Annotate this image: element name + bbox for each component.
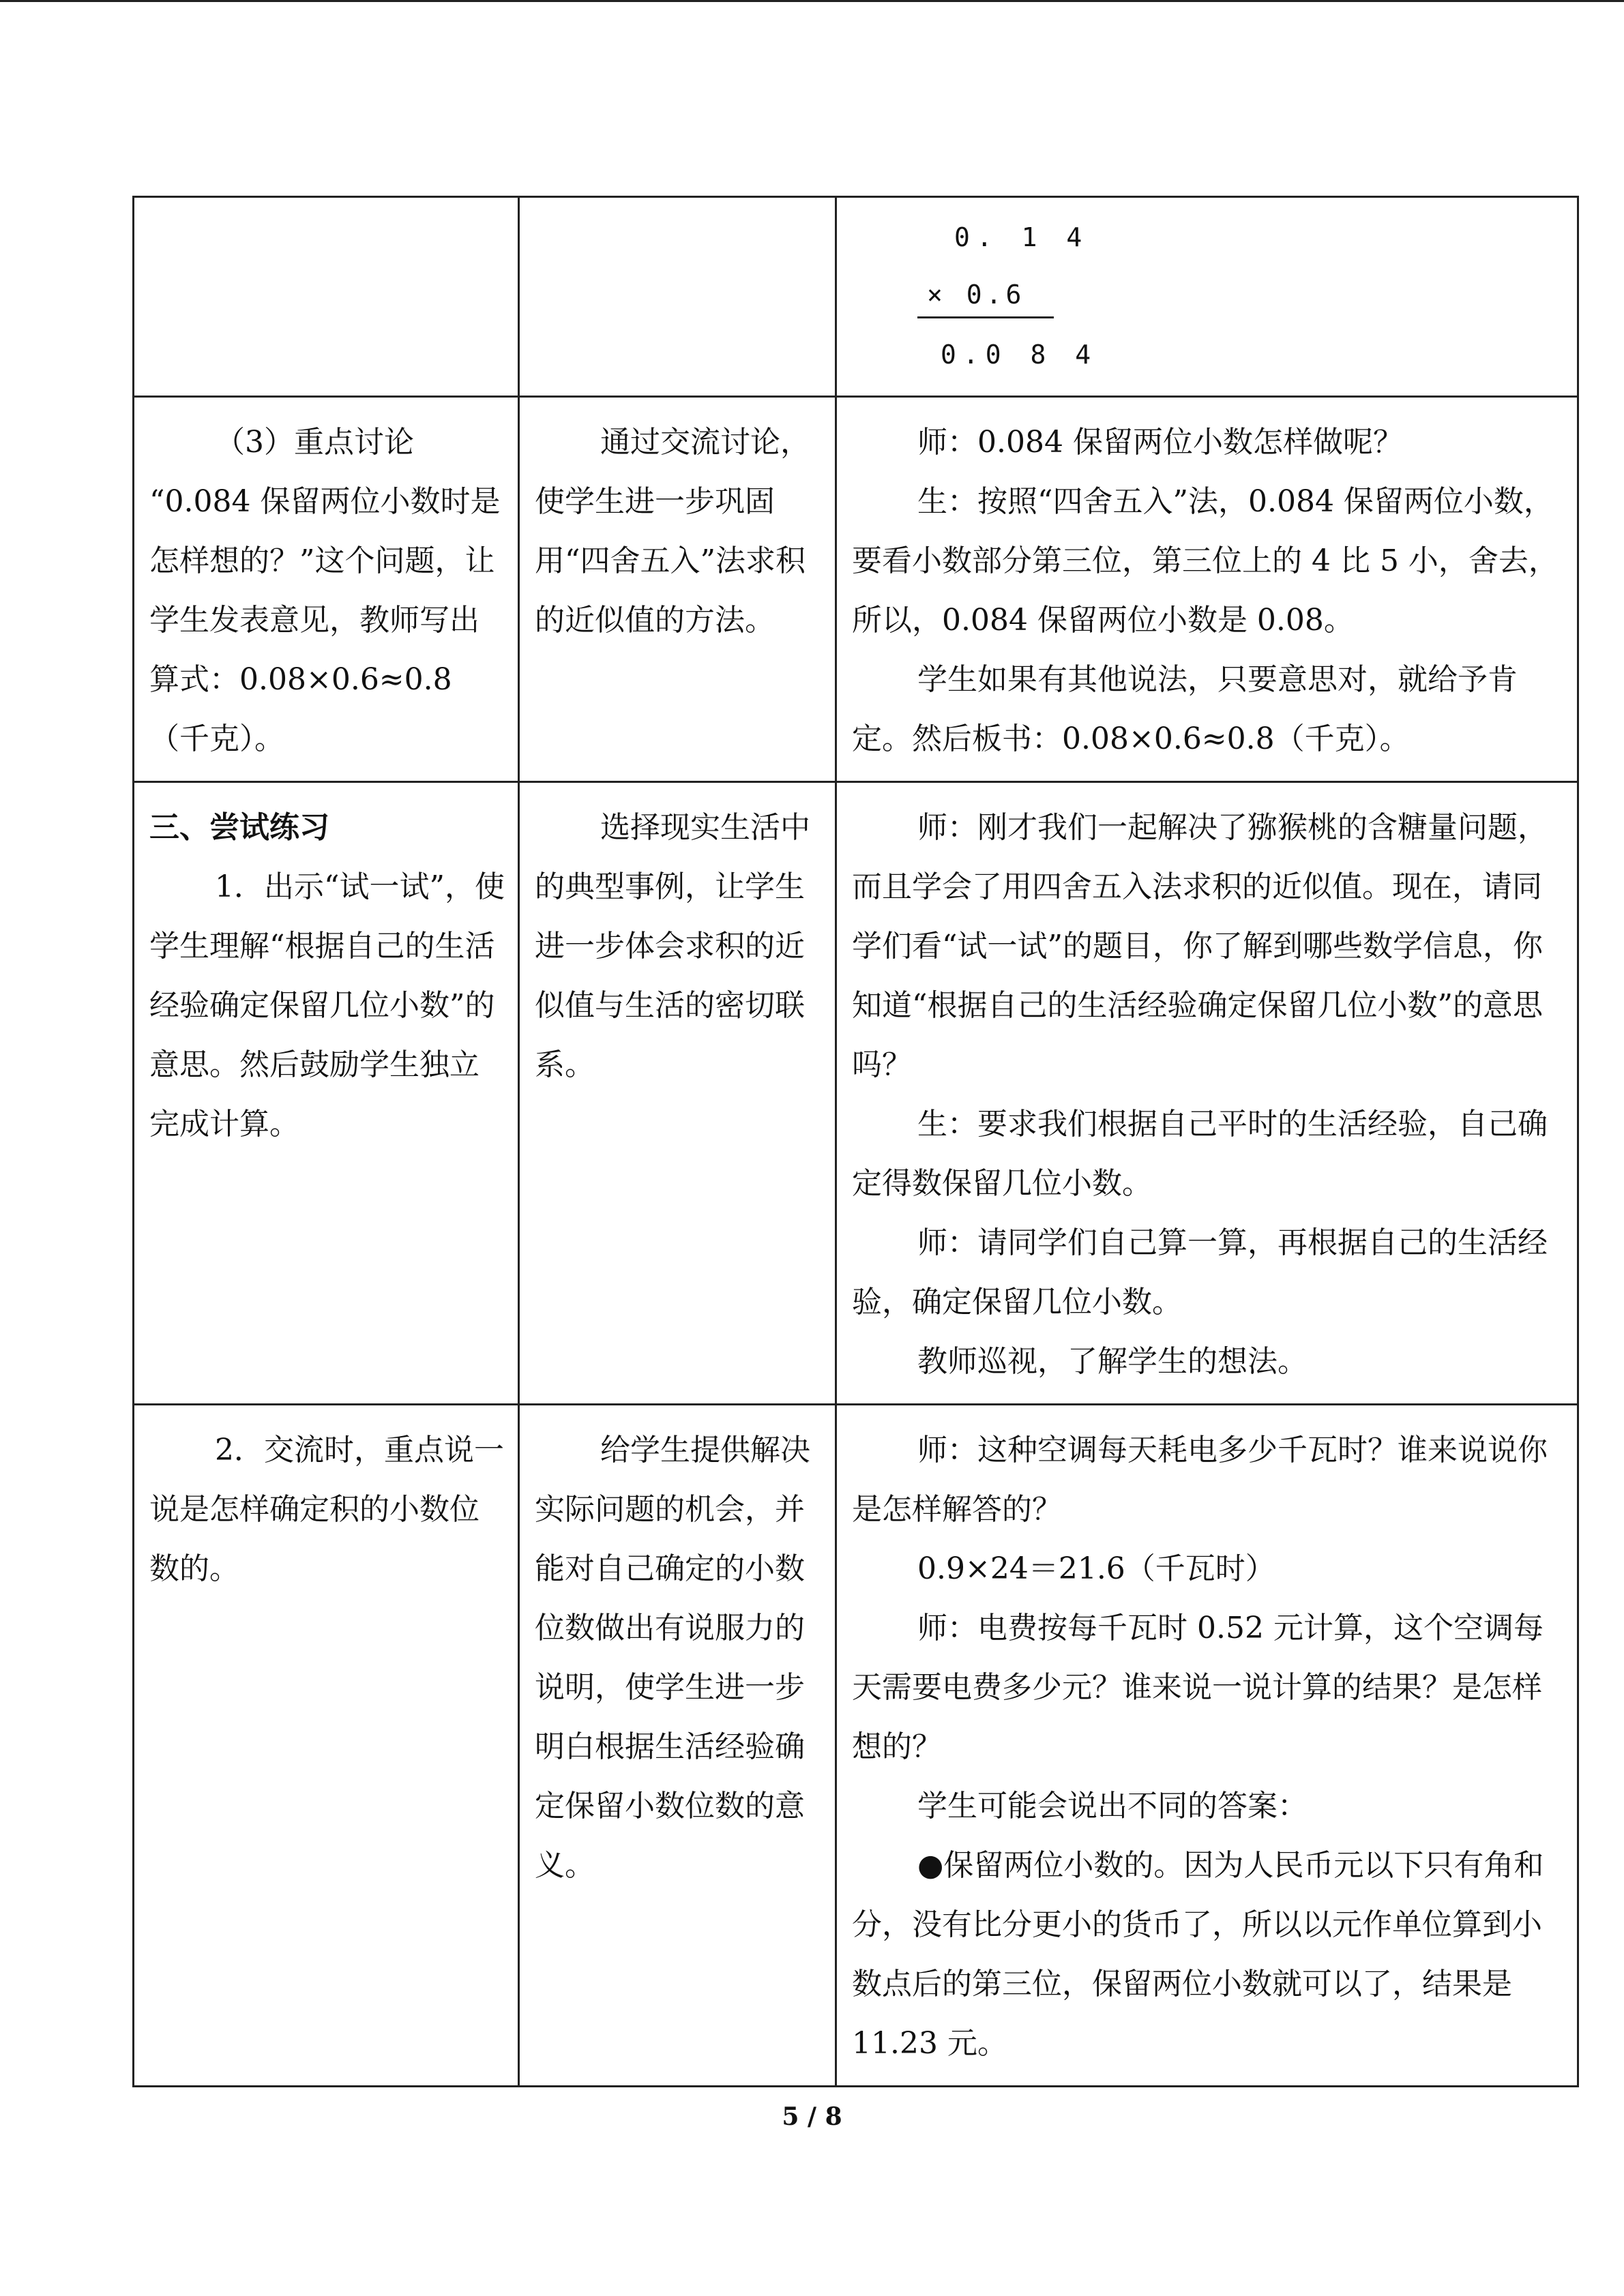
activity-text: 2．交流时，重点说一说是怎样确定积的小数位数的。 — [149, 1433, 504, 1586]
activity-text: “0.084 保留两位小数时是怎样想的？”这个问题，让学生发表意见，教师写出算式：0.08×0.6≈0.8（千克）。 — [149, 484, 501, 756]
cell-activity — [134, 397, 519, 782]
table-row — [134, 1405, 1578, 2087]
calc-rule — [917, 316, 1054, 318]
cell-empty-1 — [134, 197, 519, 397]
cell-process — [836, 1405, 1578, 2087]
cell-calculation — [836, 197, 1578, 397]
table-row — [134, 782, 1578, 1405]
page-number: 5 / 8 — [782, 2102, 842, 2131]
intent-text: 选择现实生活中的典型事例，让学生进一步体会求积的近似值与生活的密切联系。 — [535, 810, 810, 1082]
cell-activity — [134, 1405, 519, 2087]
cell-process — [836, 782, 1578, 1405]
activity-title: （3）重点讨论 — [215, 425, 414, 460]
cell-intent — [519, 1405, 836, 2087]
cell-intent — [519, 782, 836, 1405]
process-line: 师：这种空调每天耗电多少千瓦时？谁来说说你是怎样解答的？ — [852, 1433, 1548, 1527]
process-line: 师：刚才我们一起解决了猕猴桃的含糖量问题，而且学会了用四舍五入法求积的近似值。现在，请同学们看“试一试”的题目，你了解到哪些数学信息，你知道“根据自己的生活经验确定保留几位小数”的意思吗？ — [852, 810, 1548, 1082]
process-line: 学生可能会说出不同的答案： — [917, 1789, 1308, 1823]
product: 0.0 8 4 — [941, 340, 1098, 370]
process-line: 0.9×24＝21.6（千瓦时） — [917, 1551, 1275, 1586]
table-row — [134, 397, 1578, 782]
process-line: 师：请同学们自己算一算，再根据自己的生活经验，确定保留几位小数。 — [852, 1225, 1548, 1320]
cell-activity — [134, 782, 519, 1405]
process-line: 生：要求我们根据自己平时的生活经验，自己确定得数保留几位小数。 — [852, 1107, 1548, 1201]
process-line: 生：按照“四舍五入”法，0.084 保留两位小数，要看小数部分第三位，第三位上的 4 比 5 小，舍去，所以，0.084 保留两位小数是 0.08。 — [852, 484, 1559, 638]
process-line: 师：0.084 保留两位小数怎样做呢？ — [917, 425, 1403, 460]
process-line: 学生如果有其他说法，只要意思对，就给予肯定。然后板书：0.08×0.6≈0.8（千克）。 — [852, 662, 1518, 756]
multiplicand: 0. 1 4 — [954, 222, 1089, 252]
cell-process — [836, 397, 1578, 782]
top-border — [0, 0, 1624, 2]
cell-empty-2 — [519, 197, 836, 397]
multiplier: × 0.6 — [927, 280, 1026, 310]
activity-text: 1．出示“试一试”，使学生理解“根据自己的生活经验确定保留几位小数”的意思。然后鼓励学生独立完成计算。 — [149, 869, 505, 1142]
cell-intent — [519, 397, 836, 782]
lesson-plan-table — [132, 196, 1579, 2087]
intent-text: 给学生提供解决实际问题的机会，并能对自己确定的小数位数做出有说服力的说明，使学生进一步明白根据生活经验确定保留小数位数的意义。 — [535, 1433, 810, 1883]
process-line: 教师巡视，了解学生的想法。 — [917, 1344, 1308, 1379]
process-line: ●保留两位小数的。因为人民币元以下只有角和分，没有比分更小的货币了，所以以元作单位算到小数点后的第三位，保留两位小数就可以了，结果是 11.23 元。 — [852, 1848, 1544, 2061]
table-row — [134, 197, 1578, 397]
process-line: 师：电费按每千瓦时 0.52 元计算，这个空调每天需要电费多少元？谁来说一说计算的结果？是怎样想的？ — [852, 1611, 1544, 1764]
intent-text: 通过交流讨论，使学生进一步巩固用“四舍五入”法求积的近似值的方法。 — [535, 425, 810, 638]
section-heading: 三、尝试练习 — [149, 810, 329, 845]
vertical-multiplication — [852, 213, 1566, 383]
